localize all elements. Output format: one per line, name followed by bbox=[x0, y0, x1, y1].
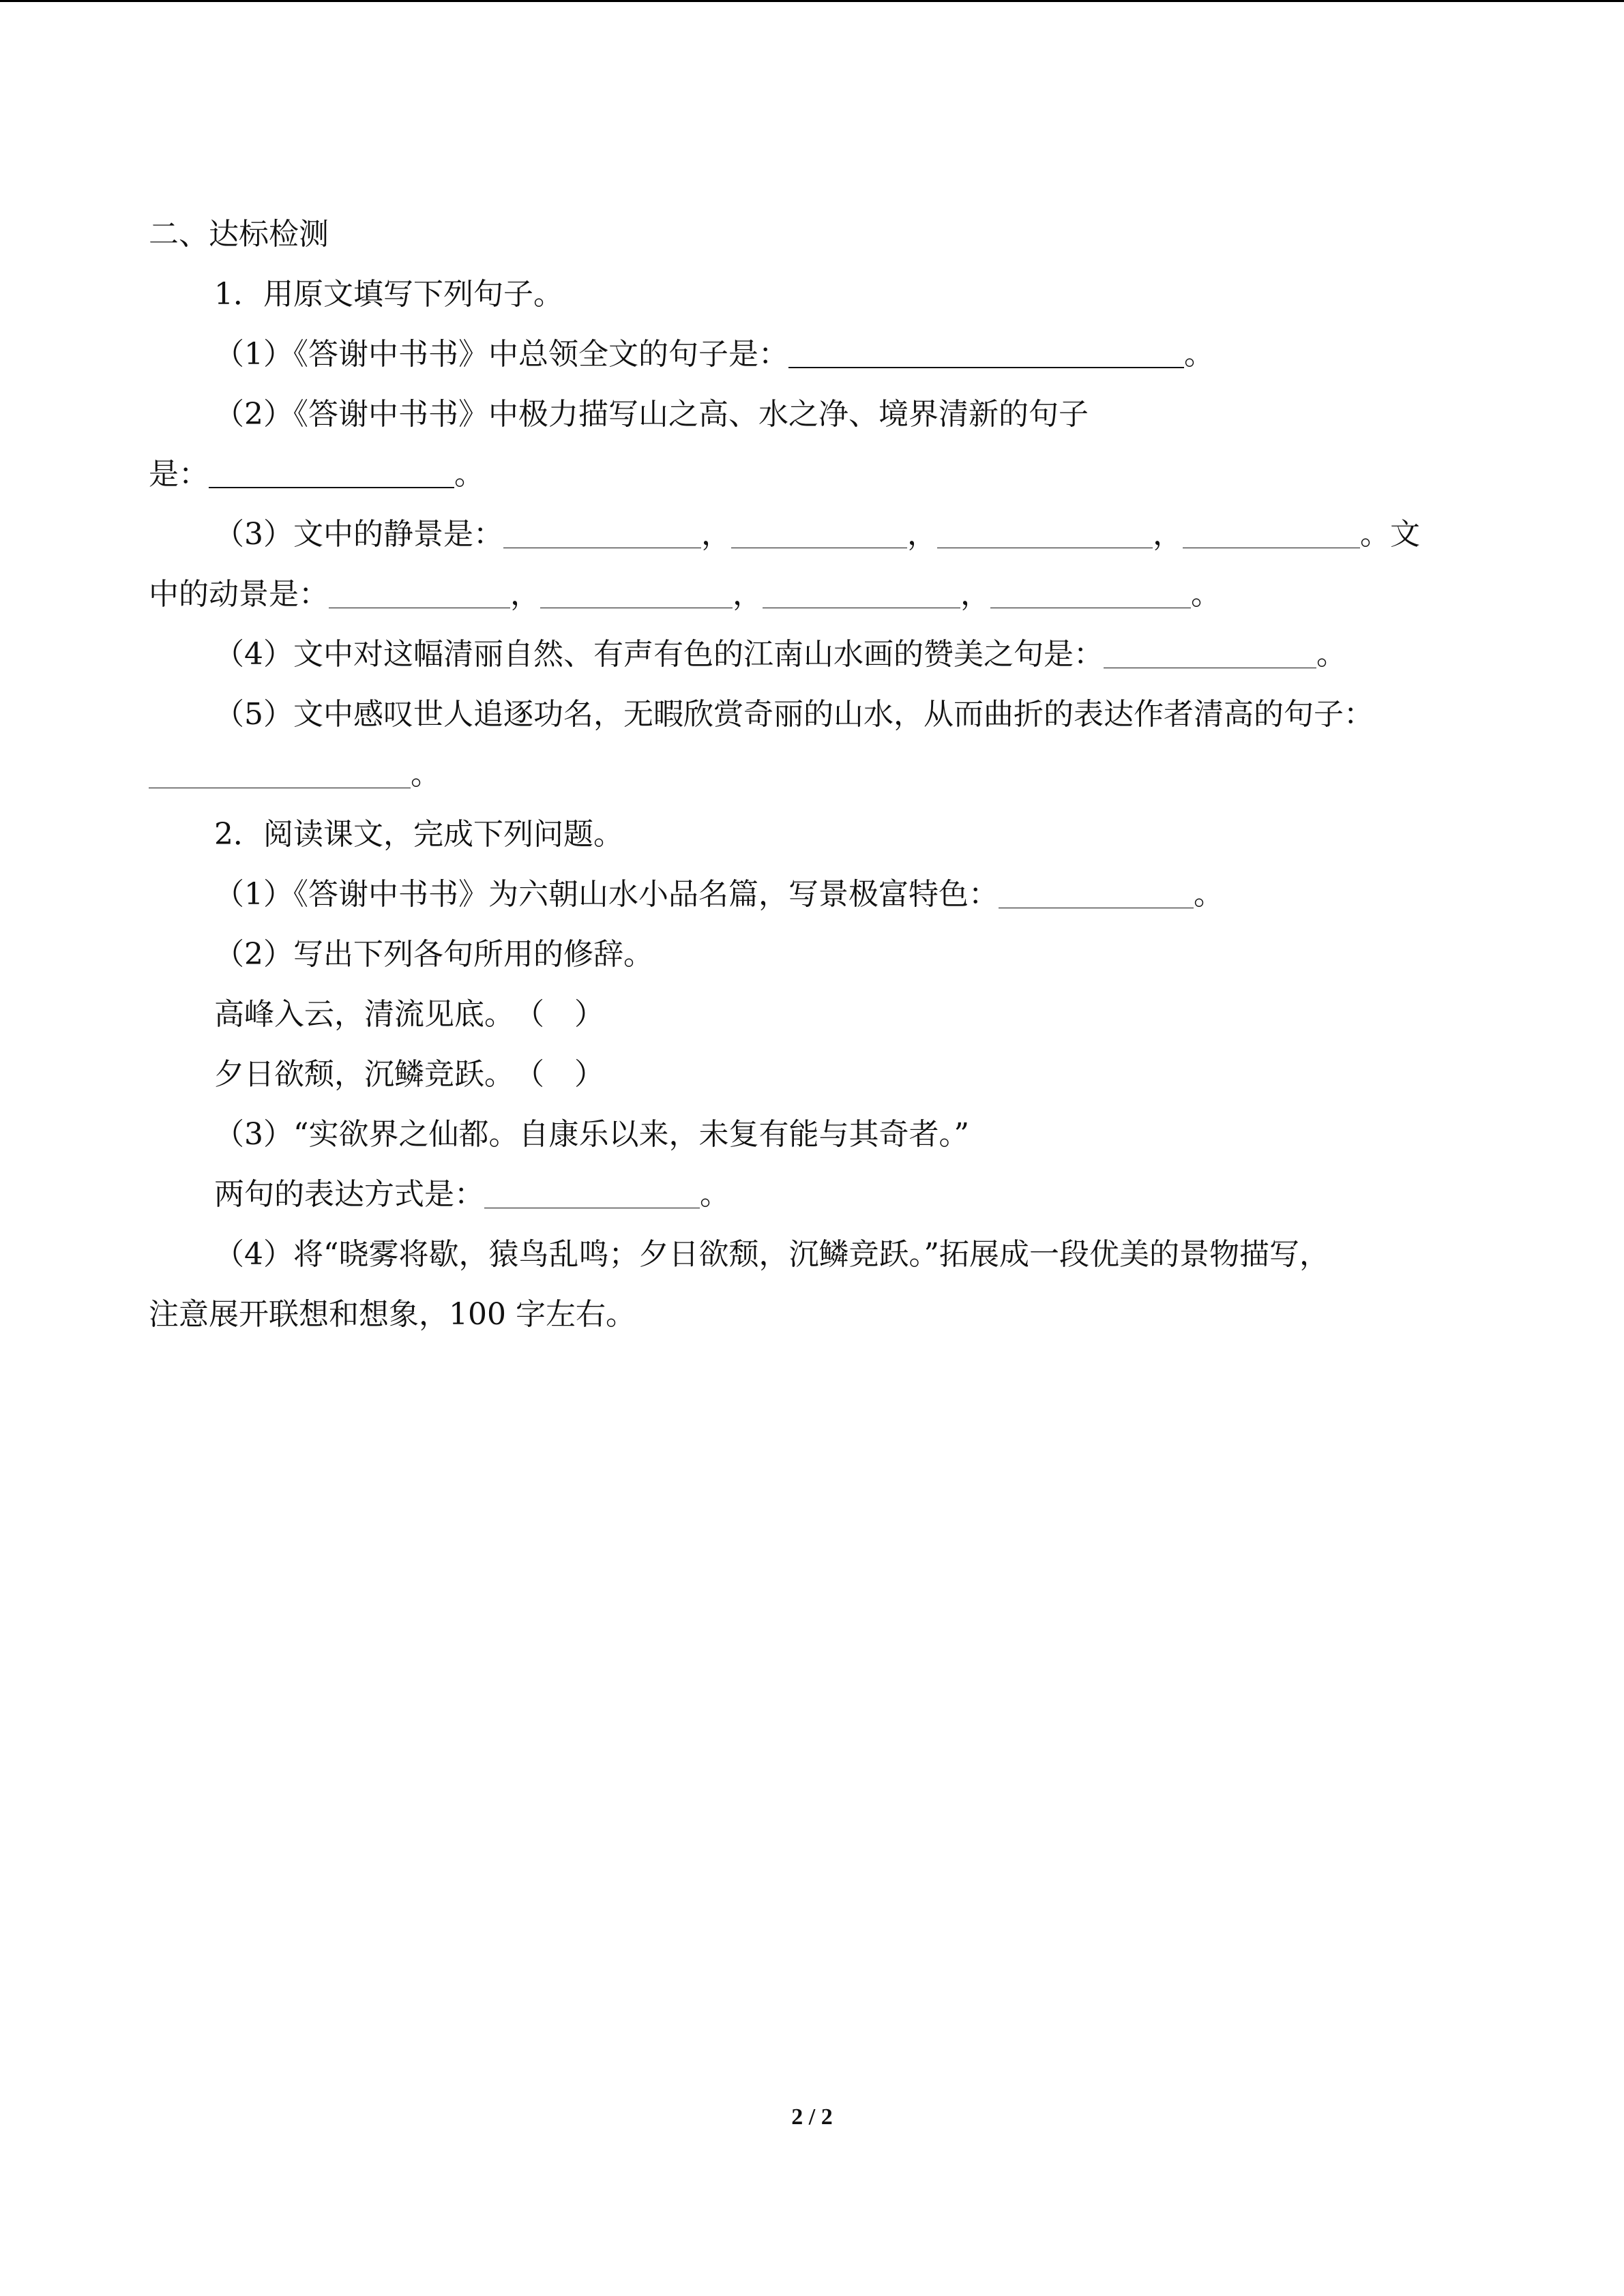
q1-item-1 bbox=[149, 325, 1465, 385]
q1-item-5-end: 。 bbox=[411, 757, 441, 792]
answer-blank[interactable] bbox=[503, 520, 701, 548]
q1-item-3-mid: 。文 bbox=[1360, 517, 1420, 552]
page-number: 2 / 2 bbox=[791, 2104, 833, 2130]
q1-item-3-line2 bbox=[149, 565, 1465, 625]
comma: ， bbox=[733, 577, 763, 612]
q1-item-5-line2 bbox=[149, 745, 1465, 805]
answer-parentheses[interactable]: （ ） bbox=[514, 1057, 604, 1092]
q1-item-1-text: （1）《答谢中书书》中总领全文的句子是： bbox=[214, 337, 788, 372]
q2-item-1 bbox=[149, 865, 1465, 925]
section-title: 二、达标检测 bbox=[149, 217, 329, 252]
q2-item-2-b bbox=[149, 1045, 1465, 1105]
question-1-stem: 1．用原文填写下列句子。 bbox=[214, 277, 563, 312]
q2-item-3-end: 。 bbox=[700, 1177, 730, 1212]
question-2-stem: 2．阅读课文，完成下列问题。 bbox=[214, 817, 623, 852]
q1-item-3-end: 。 bbox=[1191, 577, 1221, 612]
answer-blank[interactable] bbox=[540, 580, 733, 608]
sentence-text: 夕日欲颓，沉鳞竞跃。 bbox=[214, 1057, 514, 1092]
q2-item-4-line2: 注意展开联想和想象，100 字左右。 bbox=[149, 1297, 636, 1332]
answer-blank[interactable] bbox=[763, 580, 960, 608]
comma: ， bbox=[701, 517, 731, 552]
q2-item-3-text: 两句的表达方式是： bbox=[214, 1177, 484, 1212]
q1-item-4 bbox=[149, 625, 1465, 685]
answer-blank[interactable] bbox=[999, 880, 1194, 908]
answer-blank[interactable] bbox=[149, 760, 411, 788]
document-body bbox=[149, 205, 1465, 1345]
q2-item-2-a bbox=[149, 985, 1465, 1045]
answer-blank[interactable] bbox=[990, 580, 1191, 608]
q1-item-2-end: 。 bbox=[454, 457, 484, 492]
comma: ， bbox=[1153, 517, 1183, 552]
q1-item-1-end: 。 bbox=[1184, 337, 1214, 372]
top-border-rule bbox=[0, 0, 1624, 2]
q1-item-3-text: （3）文中的静景是： bbox=[214, 517, 503, 552]
comma: ， bbox=[960, 577, 990, 612]
answer-blank[interactable] bbox=[1183, 520, 1360, 548]
q2-item-4-line1: （4）将“晓雾将歇，猿鸟乱鸣；夕日欲颓，沉鳞竞跃。”拓展成一段优美的景物描写， bbox=[214, 1237, 1329, 1272]
answer-blank[interactable] bbox=[329, 580, 510, 608]
q1-item-3-line2-text: 中的动景是： bbox=[149, 577, 329, 612]
answer-blank[interactable] bbox=[937, 520, 1153, 548]
comma: ， bbox=[907, 517, 937, 552]
q2-item-3-quote: （3）“实欲界之仙都。自康乐以来，未复有能与其奇者。” bbox=[214, 1117, 969, 1152]
q1-item-2-line2 bbox=[149, 445, 1465, 505]
answer-blank[interactable] bbox=[731, 520, 907, 548]
q2-item-1-text: （1）《答谢中书书》为六朝山水小品名篇，写景极富特色： bbox=[214, 877, 999, 912]
q1-item-3-line1 bbox=[149, 505, 1465, 565]
answer-parentheses[interactable]: （ ） bbox=[514, 997, 604, 1032]
q2-item-3-answer bbox=[149, 1165, 1465, 1225]
q1-item-2-text: 是： bbox=[149, 457, 209, 492]
answer-blank[interactable] bbox=[1104, 640, 1316, 668]
answer-blank[interactable] bbox=[209, 460, 454, 488]
q1-item-4-text: （4）文中对这幅清丽自然、有声有色的江南山水画的赞美之句是： bbox=[214, 637, 1104, 672]
q1-item-2-line1: （2）《答谢中书书》中极力描写山之高、水之净、境界清新的句子 bbox=[214, 397, 1089, 432]
q1-item-5-line1: （5）文中感叹世人追逐功名，无暇欣赏奇丽的山水，从而曲折的表达作者清高的句子： bbox=[214, 697, 1374, 732]
q2-item-2-stem: （2）写出下列各句所用的修辞。 bbox=[214, 937, 653, 972]
answer-blank[interactable] bbox=[484, 1180, 700, 1208]
comma: ， bbox=[510, 577, 540, 612]
q1-item-4-end: 。 bbox=[1316, 637, 1346, 672]
q2-item-1-end: 。 bbox=[1194, 877, 1224, 912]
sentence-text: 高峰入云，清流见底。 bbox=[214, 997, 514, 1032]
answer-blank[interactable] bbox=[788, 340, 1184, 368]
